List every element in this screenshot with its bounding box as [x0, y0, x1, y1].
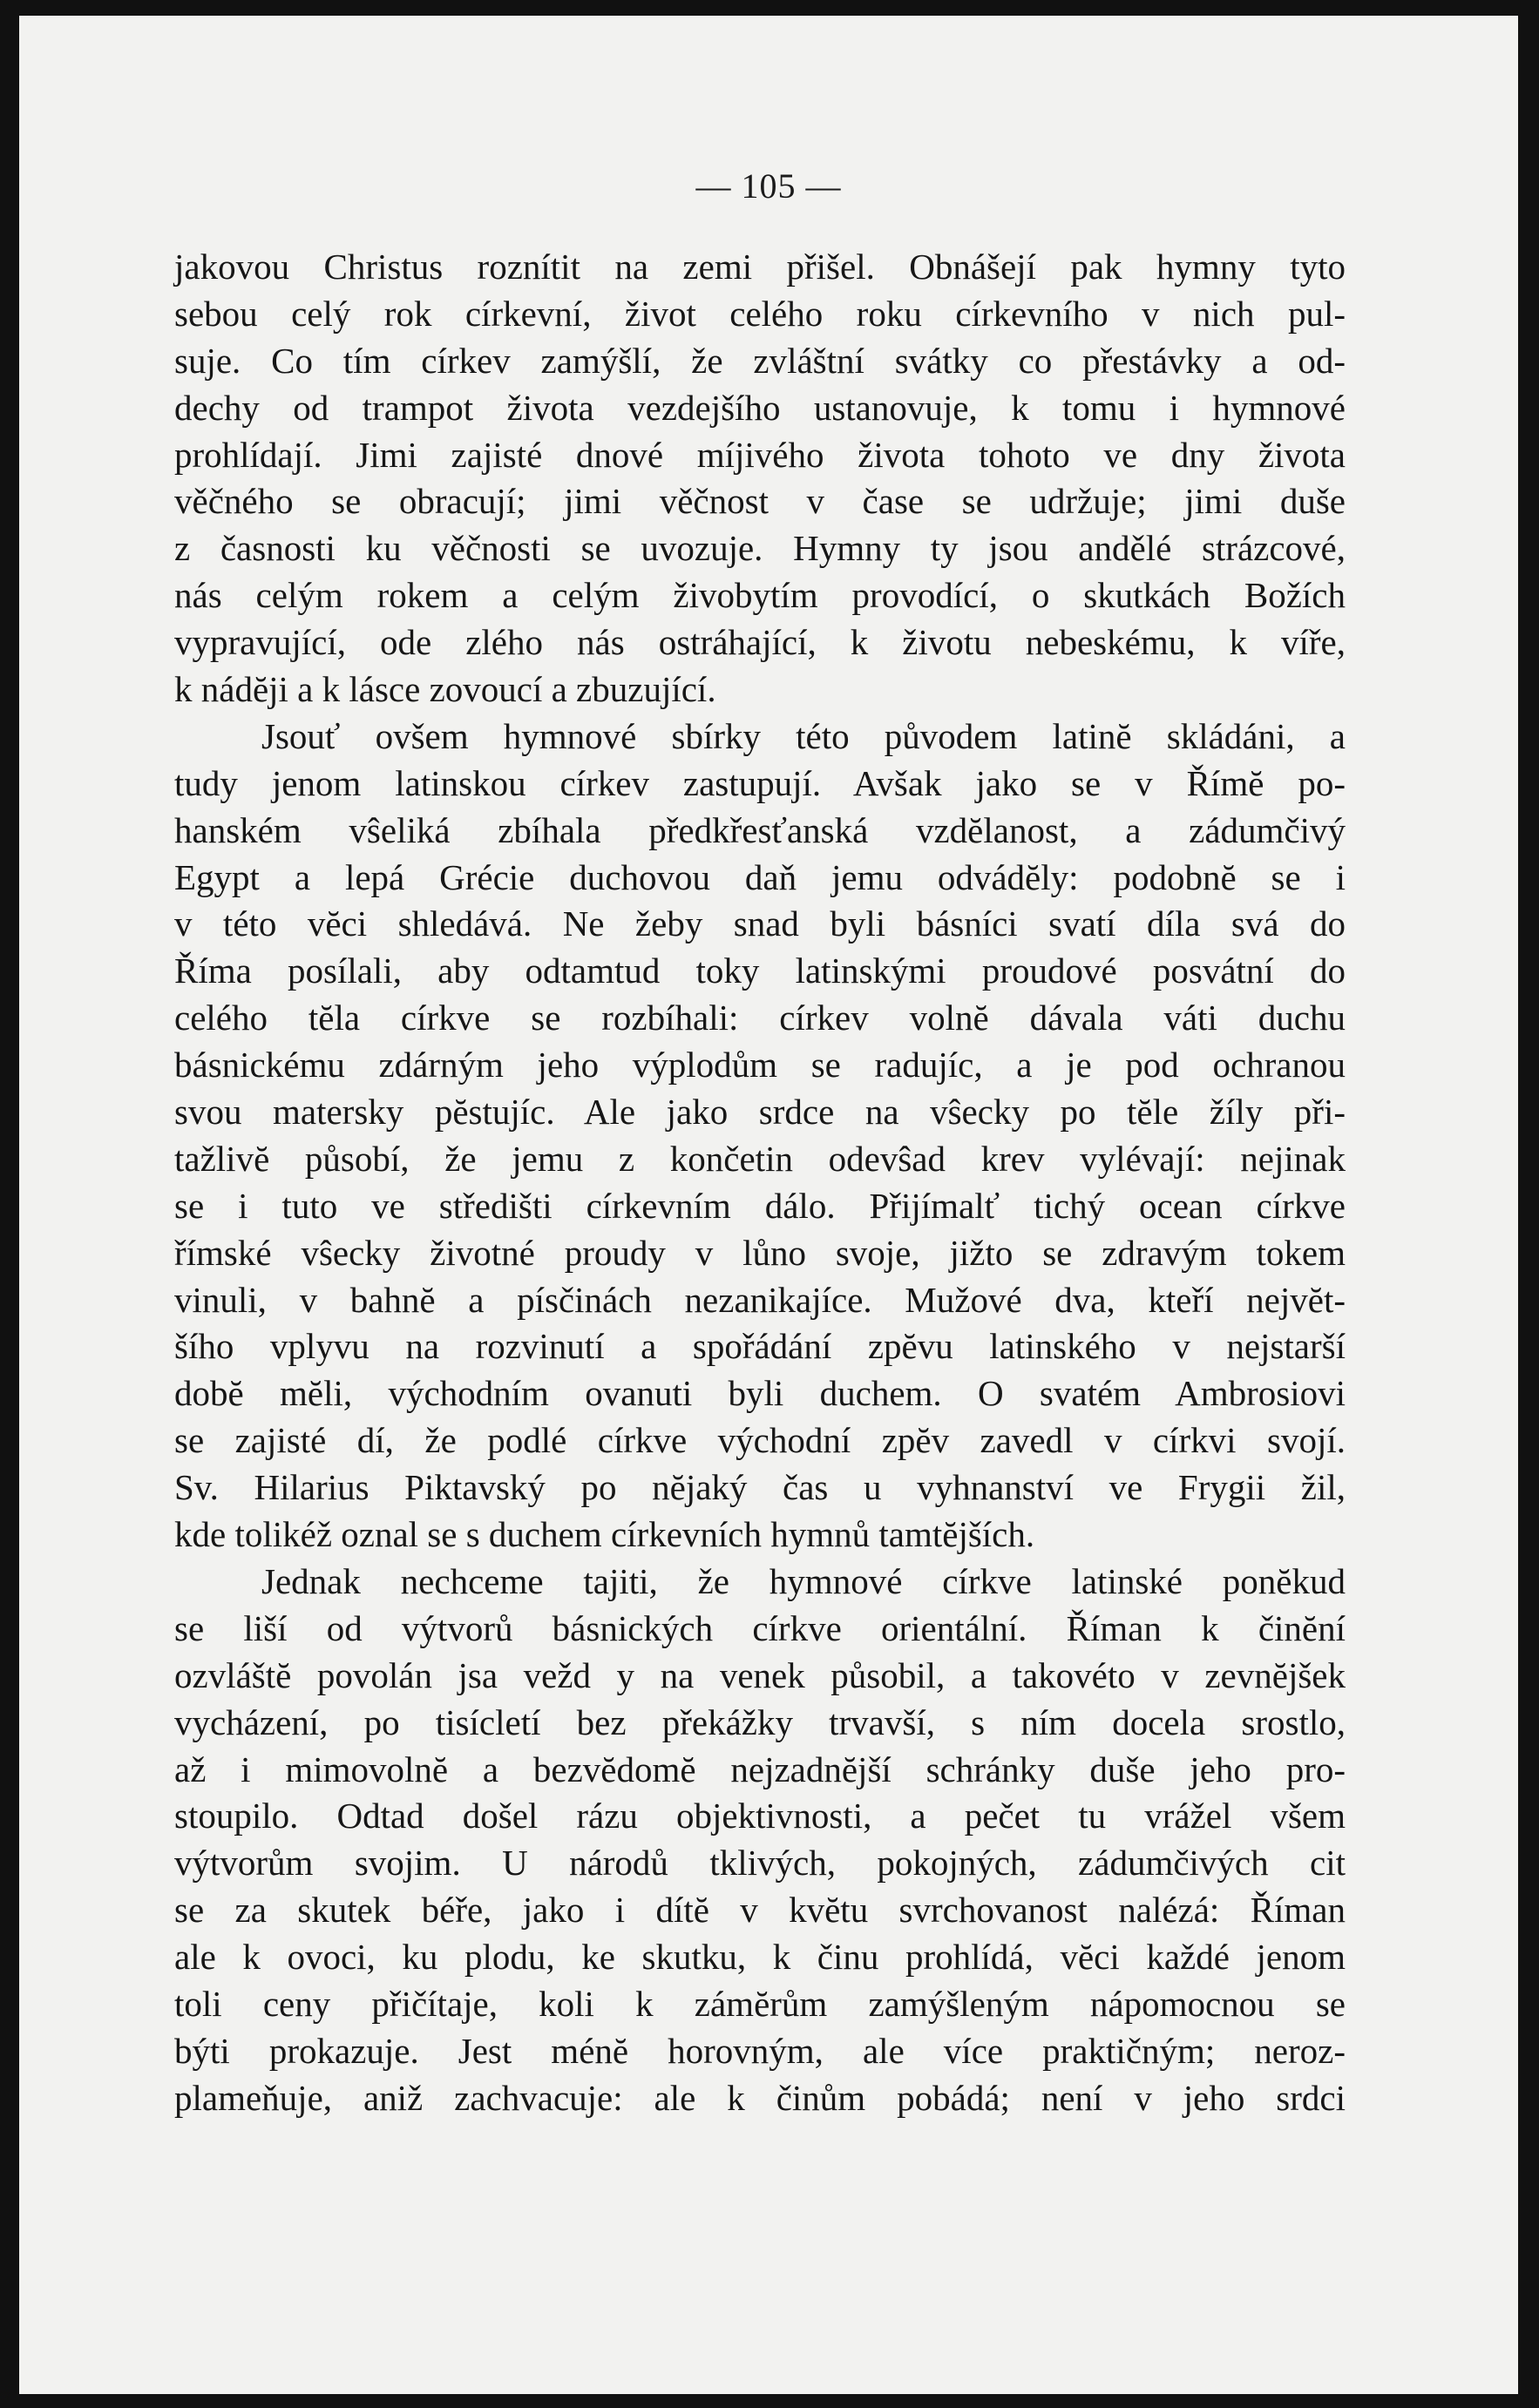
- text-line: se liší od výtvorů básnických církve orientální. Říman k činĕní: [174, 1607, 1346, 1648]
- text-line: v této vĕci shledává. Ne žeby snad byli básníci svatí díla svá do: [174, 903, 1346, 944]
- text-line: k nádĕji a k lásce zovoucí a zbuzující.: [174, 669, 716, 710]
- text-line: tudy jenom latinskou církev zastupují. Avšak jako se v Římĕ po-: [174, 762, 1346, 803]
- text-line: hanském vŝeliká zbíhala předkřesťanská vzdĕlanost, a zádumčivý: [174, 809, 1346, 850]
- text-line: ale k ovoci, ku plodu, ke skutku, k činu prohlídá, vĕci každé jenom: [174, 1937, 1346, 1978]
- text-line: věčného se obracují; jimi věčnost v čase se udržuje; jimi duše: [174, 481, 1346, 522]
- text-line: celého tĕla církve se rozbíhali: církev volnĕ dávala váti duchu: [174, 998, 1346, 1038]
- text-line: Sv. Hilarius Piktavský po nĕjaký čas u vyhnanství ve Frygii žil,: [174, 1467, 1346, 1508]
- text-line: tažlivĕ působí, že jemu z končetin odevŝad krev vylévají: nejinak: [174, 1138, 1346, 1179]
- text-line: Říma posílali, aby odtamtud toky latinskými proudové posvátní do: [174, 950, 1346, 991]
- text-line: sebou celý rok církevní, život celého roku církevního v nich pul-: [174, 293, 1346, 334]
- paragraph: [174, 714, 1346, 1559]
- text-line: se za skutek béře, jako i dítĕ v kvĕtu svrchovanost nalézá: Říman: [174, 1890, 1346, 1931]
- text-line: Jednak nechceme tajiti, že hymnové církve latinské ponĕkud: [261, 1560, 1346, 1601]
- text-line: římské vŝecky životné proudy v lůno svoje, jižto se zdravým tokem: [174, 1232, 1346, 1273]
- text-line: básnickému zdárným jeho výplodům se radujíc, a je pod ochranou: [174, 1045, 1346, 1086]
- text-line: dechy od trampot života vezdejšího ustanovuje, k tomu i hymnové: [174, 387, 1346, 428]
- text-line: vycházení, po tisícletí bez překážky trvavší, s ním docela srostlo,: [174, 1701, 1346, 1742]
- text-line: suje. Co tím církev zamýšlí, že zvláštní svátky co přestávky a od-: [174, 340, 1346, 381]
- text-line: jakovou Christus roznítit na zemi přišel. Obnášejí pak hymny tyto: [174, 247, 1346, 287]
- page-number: — 105 —: [695, 166, 842, 206]
- text-line: plameňuje, aniž zachvacuje: ale k činům pobádá; není v jeho srdci: [174, 2077, 1346, 2118]
- book-page: [19, 16, 1518, 2394]
- text-line: dobĕ mĕli, východním ovanuti byli duchem. O svatém Ambrosiovi: [174, 1373, 1346, 1414]
- text-line: svou matersky pĕstujíc. Ale jako srdce na vŝecky po tĕle žíly při-: [174, 1092, 1346, 1133]
- text-line: kde tolikéž oznal se s duchem církevních hymnů tamtĕjších.: [174, 1514, 1035, 1555]
- text-line: stoupilo. Odtad došel rázu objektivnosti, a pečet tu vrážel všem: [174, 1796, 1346, 1836]
- text-line: se i tuto ve středišti církevním dálo. Přijímalť tichý ocean církve: [174, 1185, 1346, 1226]
- body-text: [174, 244, 1346, 2122]
- text-line: až i mimovolnĕ a bezvĕdomĕ nejzadnĕjší schránky duše jeho pro-: [174, 1749, 1346, 1789]
- text-line: Jsouť ovšem hymnové sbírky této původem latinĕ skládáni, a: [261, 715, 1346, 756]
- text-line: prohlídají. Jimi zajisté dnové míjivého života tohoto ve dny života: [174, 434, 1346, 475]
- text-line: nás celým rokem a celým živobytím provodící, o skutkách Božích: [174, 575, 1346, 616]
- text-line: toli ceny přičítaje, koli k zámĕrům zamýšleným nápomocnou se: [174, 1983, 1346, 2024]
- text-line: Egypt a lepá Grécie duchovou daň jemu odvádĕly: podobnĕ se i: [174, 856, 1346, 897]
- text-line: výtvorům svojim. U národů tklivých, pokojných, zádumčivých cit: [174, 1843, 1346, 1884]
- text-line: vinuli, v bahnĕ a písčinách nezanikajíce. Mužové dva, kteří nejvĕt-: [174, 1279, 1346, 1320]
- text-line: se zajisté dí, že podlé církve východní zpĕv zavedl v církvi svojí.: [174, 1420, 1346, 1461]
- text-line: šího vplyvu na rozvinutí a spořádání zpĕvu latinského v nejstarší: [174, 1326, 1346, 1367]
- paragraph: [174, 1559, 1346, 2122]
- text-line: býti prokazuje. Jest ménĕ horovným, ale více praktičným; neroz-: [174, 2030, 1346, 2071]
- text-line: ozvláštĕ povolán jsa vežd y na venek působil, a takovéto v zevnĕjšek: [174, 1654, 1346, 1695]
- paragraph: [174, 244, 1346, 714]
- text-line: vypravující, ode zlého nás ostráhající, k životu nebeskému, k víře,: [174, 622, 1346, 663]
- text-line: z časnosti ku věčnosti se uvozuje. Hymny ty jsou andělé strázcové,: [174, 528, 1346, 569]
